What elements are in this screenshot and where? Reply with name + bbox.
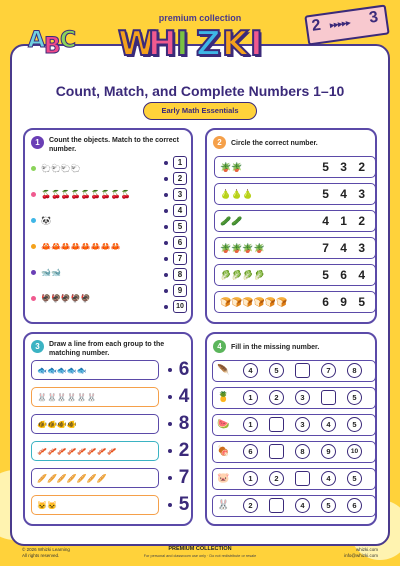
number-box: 9 bbox=[173, 284, 187, 297]
section-2-card bbox=[205, 128, 377, 324]
missing-number-box[interactable] bbox=[295, 363, 310, 378]
section-3-badge: 3 bbox=[31, 340, 44, 353]
sequence-number: 2 bbox=[243, 498, 258, 513]
number-box: 8 bbox=[173, 268, 187, 281]
match-number: 5 bbox=[178, 494, 190, 515]
count-row bbox=[31, 292, 181, 306]
premium-label: premium collection bbox=[158, 13, 242, 23]
logo-letter: I bbox=[176, 24, 189, 64]
logo-letter: Z bbox=[196, 24, 221, 64]
section-3-card bbox=[23, 332, 193, 526]
count-row bbox=[31, 188, 181, 202]
footer-copyright: © 2026 Whizki Learning bbox=[22, 547, 70, 552]
row-objects: 🪴🪴 bbox=[220, 162, 243, 172]
ruler-icon bbox=[304, 4, 389, 45]
missing-number-box[interactable] bbox=[269, 444, 284, 459]
footer-rights: All rights reserved. bbox=[22, 553, 60, 558]
circle-row bbox=[214, 156, 376, 178]
sequence-number: 10 bbox=[347, 444, 362, 459]
sequence-number: 4 bbox=[321, 417, 336, 432]
footer-site[interactable]: whizki.com bbox=[355, 547, 378, 552]
subtitle-badge: Early Math Essentials bbox=[143, 102, 257, 120]
sequence-number: 4 bbox=[321, 471, 336, 486]
circle-row bbox=[214, 183, 376, 205]
match-dot[interactable] bbox=[164, 305, 168, 309]
sequence-number: 4 bbox=[295, 498, 310, 513]
logo-letter: K bbox=[222, 24, 249, 64]
count-row bbox=[31, 240, 181, 254]
group-objects: 🐱🐱 bbox=[37, 501, 57, 510]
count-objects: 🦃🦃🦃🦃🦃 bbox=[41, 294, 91, 303]
number-options[interactable]: 7 4 3 bbox=[322, 241, 365, 255]
count-row bbox=[31, 162, 181, 176]
number-options[interactable]: 4 1 2 bbox=[322, 214, 365, 228]
row-icon: 🍉 bbox=[217, 419, 230, 430]
circle-row bbox=[214, 264, 376, 286]
sequence-number: 5 bbox=[321, 498, 336, 513]
match-dot[interactable] bbox=[168, 503, 172, 507]
match-dot[interactable] bbox=[164, 177, 168, 181]
row-objects: 🍐🍐🍐 bbox=[220, 189, 254, 199]
section-2-badge: 2 bbox=[213, 136, 226, 149]
footer-note: For personal and classroom use only · Do not redistribute or resale bbox=[143, 554, 257, 558]
count-row bbox=[31, 266, 181, 280]
row-objects: 🥬🥬🥬🥬 bbox=[220, 270, 265, 280]
count-objects: 🦀🦀🦀🦀🦀🦀🦀🦀 bbox=[41, 242, 121, 251]
row-icon: 🐷 bbox=[217, 473, 230, 484]
count-row bbox=[31, 214, 181, 228]
page-title: Count, Match, and Complete Numbers 1–10 bbox=[55, 83, 345, 99]
number-options[interactable]: 5 4 3 bbox=[322, 187, 365, 201]
sequence-number: 9 bbox=[321, 444, 336, 459]
row-bullet bbox=[31, 244, 36, 249]
row-objects: 🥒🥒 bbox=[220, 216, 243, 226]
sequence-number: 8 bbox=[347, 363, 362, 378]
match-dot[interactable] bbox=[164, 273, 168, 277]
number-options[interactable]: 6 9 5 bbox=[322, 295, 365, 309]
number-box: 2 bbox=[173, 172, 187, 185]
row-bullet bbox=[31, 166, 36, 171]
sequence-row bbox=[212, 495, 376, 517]
abc-letter-a: A bbox=[28, 28, 46, 53]
number-box: 3 bbox=[173, 188, 187, 201]
logo-letter: H bbox=[148, 24, 177, 64]
number-box: 10 bbox=[173, 300, 187, 313]
count-objects: 🐑🐑🐑🐑 bbox=[41, 164, 81, 173]
footer-email[interactable]: info@whizki.com bbox=[344, 553, 378, 558]
circle-row bbox=[214, 237, 376, 259]
footer-collection: PREMIUM COLLECTION bbox=[168, 546, 232, 552]
row-objects: 🍞🍞🍞🍞🍞🍞 bbox=[220, 297, 288, 307]
count-objects: 🐼 bbox=[41, 216, 51, 225]
match-dot[interactable] bbox=[168, 449, 172, 453]
abc-monster-icon bbox=[26, 22, 80, 62]
sequence-number: 5 bbox=[347, 417, 362, 432]
missing-number-box[interactable] bbox=[321, 390, 336, 405]
match-dot[interactable] bbox=[164, 225, 168, 229]
row-bullet bbox=[31, 296, 36, 301]
row-icon: 🪶 bbox=[217, 365, 230, 376]
group-row bbox=[31, 387, 159, 407]
section-2-instruction: Circle the correct number. bbox=[231, 140, 318, 147]
circle-row bbox=[214, 291, 376, 313]
match-dot[interactable] bbox=[164, 289, 168, 293]
row-bullet bbox=[31, 270, 36, 275]
ruler-arrows: ▸▸▸▸▸ bbox=[329, 17, 351, 32]
match-number: 2 bbox=[178, 440, 190, 461]
group-row bbox=[31, 414, 159, 434]
logo-letter: W bbox=[118, 24, 156, 64]
sequence-number: 5 bbox=[347, 471, 362, 486]
section-4-instruction: Fill in the missing number. bbox=[231, 344, 320, 351]
sequence-number: 3 bbox=[295, 390, 310, 405]
footer bbox=[0, 543, 400, 566]
sequence-number: 1 bbox=[243, 417, 258, 432]
sequence-number: 7 bbox=[321, 363, 336, 378]
group-row bbox=[31, 360, 159, 380]
section-4-badge: 4 bbox=[213, 340, 226, 353]
sequence-number: 5 bbox=[347, 390, 362, 405]
count-objects: 🐋🐋 bbox=[41, 268, 61, 277]
number-box: 5 bbox=[173, 220, 187, 233]
missing-number-box[interactable] bbox=[295, 471, 310, 486]
match-dot[interactable] bbox=[164, 161, 168, 165]
match-dot[interactable] bbox=[164, 257, 168, 261]
match-dot[interactable] bbox=[168, 476, 172, 480]
row-bullet bbox=[31, 218, 36, 223]
match-number: 4 bbox=[178, 386, 190, 407]
sequence-number: 6 bbox=[347, 498, 362, 513]
count-objects: 🍒🍒🍒🍒🍒🍒🍒🍒🍒 bbox=[41, 190, 131, 199]
section-1-badge: 1 bbox=[31, 136, 44, 149]
row-icon: 🍖 bbox=[217, 446, 230, 457]
row-icon: 🍍 bbox=[217, 392, 230, 403]
ruler-start: 2 bbox=[310, 16, 322, 35]
number-box: 4 bbox=[173, 204, 187, 217]
sequence-number: 1 bbox=[243, 471, 258, 486]
section-3-instruction: Draw a line from each group to the matching number. bbox=[49, 341, 165, 357]
number-options[interactable]: 5 6 4 bbox=[322, 268, 365, 282]
sequence-row bbox=[212, 441, 376, 463]
logo-letter: I bbox=[250, 24, 263, 64]
sequence-number: 2 bbox=[269, 390, 284, 405]
group-row bbox=[31, 441, 159, 461]
number-box: 1 bbox=[173, 156, 187, 169]
sequence-row bbox=[212, 414, 376, 436]
whizki-logo bbox=[118, 22, 282, 66]
number-box: 7 bbox=[173, 252, 187, 265]
sequence-number: 8 bbox=[295, 444, 310, 459]
number-options[interactable]: 5 3 2 bbox=[322, 160, 365, 174]
sequence-number: 2 bbox=[269, 471, 284, 486]
row-bullet bbox=[31, 192, 36, 197]
footer-right bbox=[344, 547, 378, 559]
sequence-number: 4 bbox=[243, 363, 258, 378]
group-objects: 🥖🥖🥖🥖🥖🥖🥖 bbox=[37, 474, 107, 483]
group-objects: 🥓🥓🥓🥓🥓🥓🥓🥓 bbox=[37, 447, 117, 456]
sequence-row bbox=[212, 387, 376, 409]
group-objects: 🐟🐟🐟🐟🐟 bbox=[37, 366, 87, 375]
match-dot[interactable] bbox=[164, 209, 168, 213]
sequence-number: 5 bbox=[269, 363, 284, 378]
number-box: 6 bbox=[173, 236, 187, 249]
match-dot[interactable] bbox=[168, 395, 172, 399]
sequence-number: 3 bbox=[295, 417, 310, 432]
missing-number-box[interactable] bbox=[269, 417, 284, 432]
section-1-card bbox=[23, 128, 193, 324]
row-objects: 🪴🪴🪴🪴 bbox=[220, 243, 265, 253]
row-icon: 🐰 bbox=[217, 500, 230, 511]
match-dot[interactable] bbox=[164, 241, 168, 245]
brand-header bbox=[0, 0, 400, 70]
sequence-row bbox=[212, 468, 376, 490]
sequence-number: 6 bbox=[243, 444, 258, 459]
group-row bbox=[31, 468, 159, 488]
abc-letter-c: C bbox=[60, 28, 77, 53]
match-dot[interactable] bbox=[168, 422, 172, 426]
group-row bbox=[31, 495, 159, 515]
match-number: 7 bbox=[178, 467, 190, 488]
section-1-instruction: Count the objects. Match to the correct number. bbox=[49, 137, 179, 153]
sequence-row bbox=[212, 360, 376, 382]
ruler-end: 3 bbox=[368, 8, 380, 27]
group-objects: 🐰🐰🐰🐰🐰🐰 bbox=[37, 393, 97, 402]
match-number: 8 bbox=[178, 413, 190, 434]
sequence-number: 1 bbox=[243, 390, 258, 405]
match-dot[interactable] bbox=[164, 193, 168, 197]
section-4-card bbox=[205, 332, 377, 526]
abc-letter-b: B bbox=[44, 34, 61, 59]
match-number: 6 bbox=[178, 359, 190, 380]
group-objects: 🐠🐠🐠🐠 bbox=[37, 420, 77, 429]
match-dot[interactable] bbox=[168, 368, 172, 372]
missing-number-box[interactable] bbox=[269, 498, 284, 513]
circle-row bbox=[214, 210, 376, 232]
